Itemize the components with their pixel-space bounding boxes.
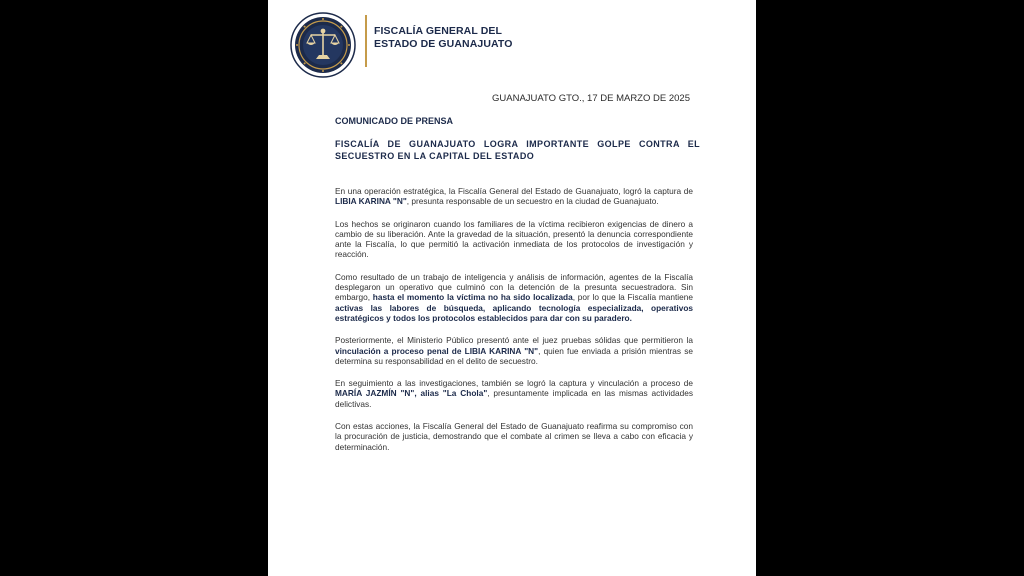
document-body xyxy=(335,186,693,464)
paragraph-3-bold-1: hasta el momento la víctima no ha sido localizada xyxy=(372,292,573,303)
paragraph-5-bold: MARÍA JAZMÍN "N", alias "La Chola" xyxy=(335,388,488,399)
paragraph-1-text: En una operación estratégica, la Fiscalía General del Estado de Guanajuato, logró la captura de xyxy=(335,186,693,196)
paragraph-4-text: Posteriormente, el Ministerio Público presentó ante el juez pruebas sólidas que permitieron la xyxy=(335,335,693,346)
press-release-page xyxy=(268,0,756,576)
paragraph-3-text: Como resultado de un trabajo de inteligencia y análisis de información, agentes de la Fiscalía desplegaron un operativo que culminó con la detención de la presunta secuestradora. Sin embargo, xyxy=(335,271,693,303)
paragraph-6: Con estas acciones, la Fiscalía General del Estado de Guanajuato reafirma su compromiso con la procuración de justicia, demostrando que el combate al crimen se lleva a cabo con eficacia y determinación. xyxy=(335,421,693,452)
organization-name-line-2: ESTADO DE GUANAJUATO xyxy=(374,38,513,50)
press-release-label: COMUNICADO DE PRENSA xyxy=(335,116,454,126)
paragraph-1-bold: LIBIA KARINA "N" xyxy=(335,196,407,207)
paragraph-4-bold: vinculación a proceso penal de LIBIA KARINA "N" xyxy=(335,345,539,356)
paragraph-3 xyxy=(335,272,693,323)
paragraph-1 xyxy=(335,186,693,207)
document-date: GUANAJUATO GTO., 17 DE MARZO DE 2025 xyxy=(492,93,690,104)
scales-of-justice-seal-icon xyxy=(290,12,356,78)
paragraph-5-text: En seguimiento a las investigaciones, también se logró la captura y vinculación a proceso de xyxy=(335,378,693,389)
paragraph-5-text-end: , presuntamente implicada en las mismas actividades delictivas. xyxy=(335,388,693,409)
paragraph-4-text-end: , quien fue enviada a prisión mientras se determina su responsabilidad en el delito de secuestro. xyxy=(335,345,693,366)
paragraph-2: Los hechos se originaron cuando los familiares de la víctima recibieron exigencias de dinero a cambio de su liberación. Ante la gravedad de la situación, presentó la denuncia correspondiente ante la Fiscalía, lo que permitió la activación inmediata de los protocolos de investigación y reacción. xyxy=(335,218,693,260)
paragraph-3-text-mid: , por lo que la Fiscalía mantiene xyxy=(572,292,693,303)
paragraph-1-text-end: , presunta responsable de un secuestro en la ciudad de Guanajuato. xyxy=(406,196,659,207)
header-divider xyxy=(365,15,367,67)
paragraph-3-bold-2: activas las labores de búsqueda, aplicando tecnología especializada, operativos estratégicos y todos los protocolos establecidos para dar con su paradero. xyxy=(335,302,693,323)
paragraph-4 xyxy=(335,335,693,366)
organization-name xyxy=(374,25,513,51)
headline: FISCALÍA DE GUANAJUATO LOGRA IMPORTANTE GOLPE CONTRA EL SECUESTRO EN LA CAPITAL DEL ESTADO xyxy=(335,139,700,161)
organization-name-line-1: FISCALÍA GENERAL DEL xyxy=(374,25,503,37)
paragraph-5 xyxy=(335,378,693,409)
